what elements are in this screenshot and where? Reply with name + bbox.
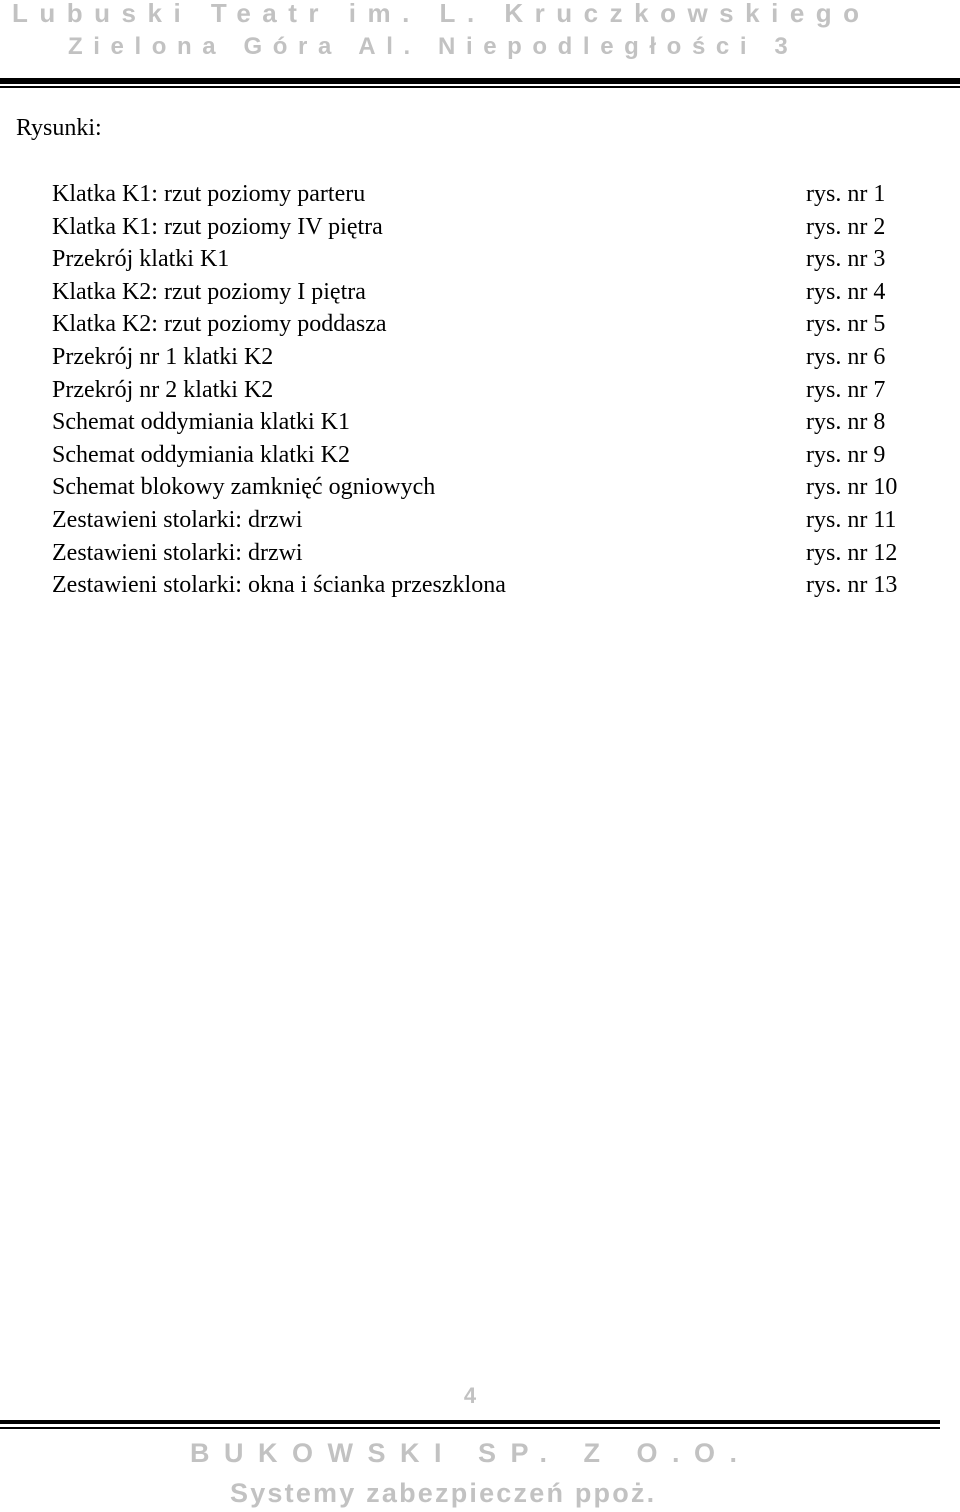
drawing-ref: rys. nr 10 (806, 474, 898, 501)
page-number: 4 (463, 1383, 477, 1408)
drawing-ref: rys. nr 3 (806, 246, 886, 273)
list-item (52, 406, 932, 439)
drawing-title: Klatka K2: rzut poziomy I piętra (52, 278, 366, 305)
list-item (52, 341, 932, 374)
header-divider (0, 78, 960, 84)
list-item (52, 471, 932, 504)
list-item (52, 211, 932, 244)
drawing-ref: rys. nr 9 (806, 441, 886, 468)
drawing-title: Zestawieni stolarki: okna i ścianka przeszklona (52, 572, 506, 599)
header-company-line: Lubuski Teatr im. L. Kruczkowskiego (12, 0, 871, 28)
drawing-ref: rys. nr 1 (806, 181, 886, 207)
footer-tagline: Systemy zabezpieczeń ppoż. (230, 1478, 657, 1508)
drawing-title: Przekrój klatki K1 (52, 246, 230, 273)
drawing-title: Schemat oddymiania klatki K2 (52, 441, 350, 468)
list-item (52, 504, 932, 537)
drawing-ref: rys. nr 7 (806, 376, 886, 403)
drawing-ref: rys. nr 4 (806, 278, 886, 305)
drawing-title: Zestawieni stolarki: drzwi (52, 506, 303, 533)
drawing-title: Przekrój nr 2 klatki K2 (52, 376, 274, 403)
drawing-title: Klatka K1: rzut poziomy IV piętra (52, 213, 383, 240)
list-item (52, 439, 932, 472)
drawing-ref: rys. nr 6 (806, 343, 886, 370)
drawing-title: Schemat oddymiania klatki K1 (52, 409, 350, 436)
footer-divider (0, 1420, 940, 1424)
drawing-title: Przekrój nr 1 klatki K2 (52, 343, 274, 370)
list-item (52, 178, 932, 211)
header-address-line: Zielona Góra Al. Niepodległości 3 (68, 33, 799, 60)
drawing-ref: rys. nr 13 (806, 572, 898, 599)
drawing-title: Zestawieni stolarki: drzwi (52, 539, 303, 566)
list-item (52, 308, 932, 341)
drawing-ref: rys. nr 8 (806, 409, 886, 436)
header-divider-thin (0, 86, 960, 88)
drawing-ref: rys. nr 2 (806, 213, 886, 240)
drawing-ref: rys. nr 5 (806, 311, 886, 338)
list-item (52, 243, 932, 276)
drawings-list (52, 178, 932, 602)
list-item (52, 569, 932, 602)
list-item (52, 276, 932, 309)
footer-company-name: BUKOWSKI SP. Z O.O. (190, 1438, 752, 1468)
drawing-title: Schemat blokowy zamknięć ogniowych (52, 474, 436, 501)
drawing-title: Klatka K1: rzut poziomy parteru (52, 181, 366, 207)
list-item (52, 374, 932, 407)
drawing-ref: rys. nr 12 (806, 539, 898, 566)
section-title: Rysunki: (16, 115, 102, 141)
drawing-ref: rys. nr 11 (806, 506, 897, 533)
footer-divider-thin (0, 1427, 940, 1429)
drawing-title: Klatka K2: rzut poziomy poddasza (52, 311, 387, 338)
list-item (52, 537, 932, 570)
